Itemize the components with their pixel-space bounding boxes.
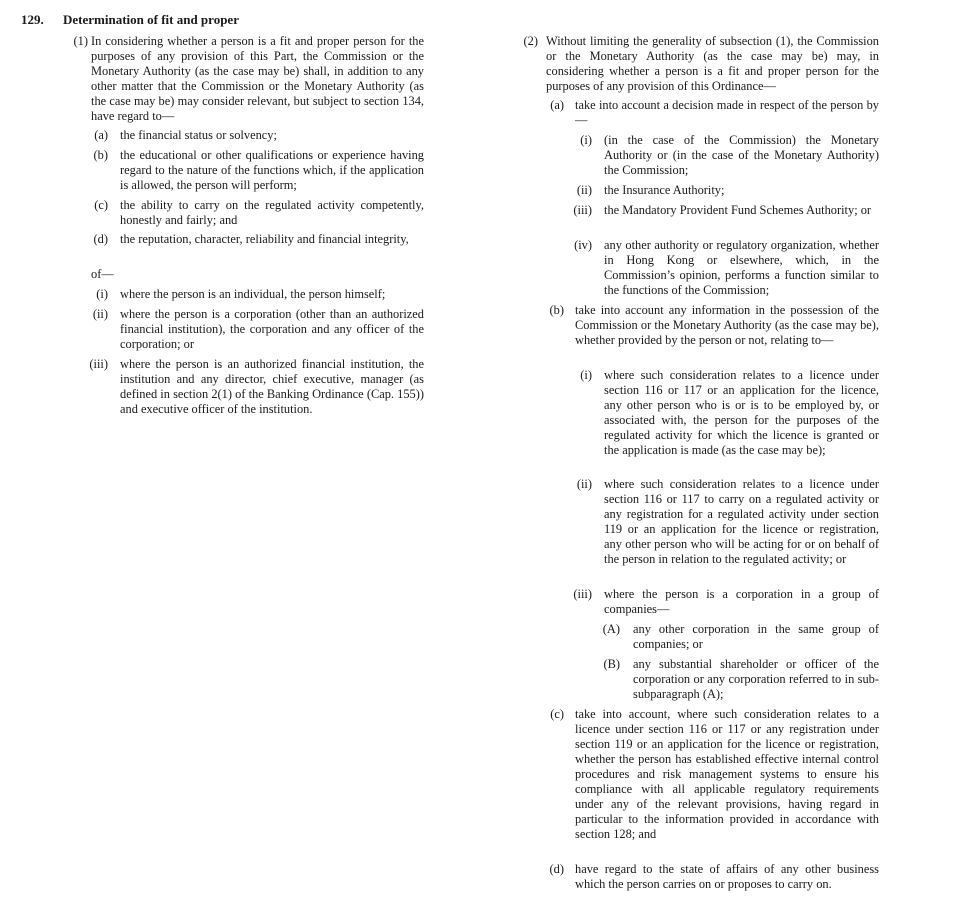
section-title: Determination of fit and proper [63, 12, 239, 27]
subpara-1iii-text: where the person is an authorized financial institution, the institution and any director, chief executive, manager (as defined in section 2(1) of the Banking Ordinance (Cap. 155)) and executive officer of the institution. [120, 357, 424, 416]
para-2c-label: (c) [550, 707, 564, 721]
subpara-1ii-label: (ii) [92, 307, 108, 321]
para-2c-text: take into account, where such consideration relates to a licence under section 116 or 117 or any registration under section 119 or an application for the licence or registration, whether the person has established effective internal control procedures and risk management systems to ensure his compliance with all applicable regulatory requirements under any of the relevant provisions, having regard in particular to the information provided in accordance with section 128; and [575, 707, 879, 841]
subpara-1iii-label: (iii) [89, 357, 108, 371]
subsubpara-B-text: any substantial shareholder or officer of the corporation or any corporation referred to in sub-subparagraph (A); [633, 657, 879, 701]
para-1b-label: (b) [93, 148, 108, 162]
para-1a-label: (a) [94, 128, 108, 142]
subpara-1ii-text: where the person is a corporation (other than an authorized financial institution), the corporation and any officer of the corporation; or [120, 307, 424, 351]
subpara-2a-i-label: (i) [580, 133, 592, 147]
subpara-2a-iv-text: any other authority or regulatory organization, whether in Hong Kong or elsewhere, which, in the Commission’s opinion, performs a function similar to the functions of the Commission; [604, 238, 879, 297]
subpara-1i-text: where the person is an individual, the person himself; [120, 287, 386, 301]
subpara-2b-ii-label: (ii) [576, 477, 592, 491]
subpara-2b-iii-label: (iii) [573, 587, 592, 601]
subsection-1-label: (1) [73, 34, 88, 48]
subsection-2-label: (2) [523, 34, 538, 48]
subsubpara-A-text: any other corporation in the same group of companies; or [633, 622, 879, 651]
para-1a-text: the financial status or solvency; [120, 128, 277, 142]
subsection-1-intro: In considering whether a person is a fit and proper person for the purposes of any provision of this Part, the Commission or the Monetary Authority (as the case may be) shall, in addition to any other matter that the Commission or the Monetary Authority (as the case may be) may consider relevant, but subject to section 134, have regard to— [91, 34, 424, 123]
subpara-2a-i-text: (in the case of the Commission) the Monetary Authority or (in the case of the Monetary Authority) the Commission; [604, 133, 879, 177]
subsubpara-A-label: (A) [602, 622, 620, 636]
para-1c-text: the ability to carry on the regulated activity competently, honestly and fairly; and [120, 198, 424, 227]
subpara-2b-ii-text: where such consideration relates to a licence under section 116 or 117 to carry on a regulated activity or any registration for a regulated activity under section 119 or an application for the licence or registration, any other person who will be acting for or on behalf of the person in relation to the regulated activity; or [604, 477, 879, 566]
para-2d-label: (d) [549, 862, 564, 876]
para-2b-text: take into account any information in the possession of the Commission or the Monetary Authority (as the case may be), whether provided by the person or not, relating to— [575, 303, 879, 347]
section-number: 129. [21, 12, 44, 27]
subpara-2a-iv-label: (iv) [574, 238, 592, 252]
para-1c-label: (c) [94, 198, 108, 212]
para-2a-text: take into account a decision made in respect of the person by— [575, 98, 879, 127]
para-2a-label: (a) [550, 98, 564, 112]
subpara-2b-iii-text: where the person is a corporation in a group of companies— [604, 587, 879, 616]
subsubpara-B-label: (B) [603, 657, 620, 671]
para-2d-text: have regard to the state of affairs of any other business which the person carries on or proposes to carry on. [575, 862, 879, 891]
subpara-2b-i-text: where such consideration relates to a licence under section 116 or 117 or an application for the licence, any other person who is or is to be employed by, or associated with, the person for the purposes of the regulated activity for which the licence is granted or the application is made (as the case may be); [604, 368, 879, 457]
subpara-2a-iii-text: the Mandatory Provident Fund Schemes Authority; or [604, 203, 872, 217]
para-1d-label: (d) [93, 232, 108, 246]
subpara-2a-ii-label: (ii) [576, 183, 592, 197]
subpara-2b-i-label: (i) [580, 368, 592, 382]
para-1b-text: the educational or other qualifications or experience having regard to the nature of the functions which, if the application is allowed, the person will perform; [120, 148, 424, 192]
subpara-2a-ii-text: the Insurance Authority; [604, 183, 725, 197]
para-1d-text: the reputation, character, reliability and financial integrity, [120, 232, 409, 246]
para-2b-label: (b) [549, 303, 564, 317]
of-connector: of— [91, 267, 114, 281]
subpara-2a-iii-label: (iii) [573, 203, 592, 217]
subpara-1i-label: (i) [96, 287, 108, 301]
subsection-2-intro: Without limiting the generality of subsection (1), the Commission or the Monetary Authority (as the case may be) may, in considering whether a person is a fit and proper person for the purposes of any provision of this Ordinance— [546, 34, 879, 93]
